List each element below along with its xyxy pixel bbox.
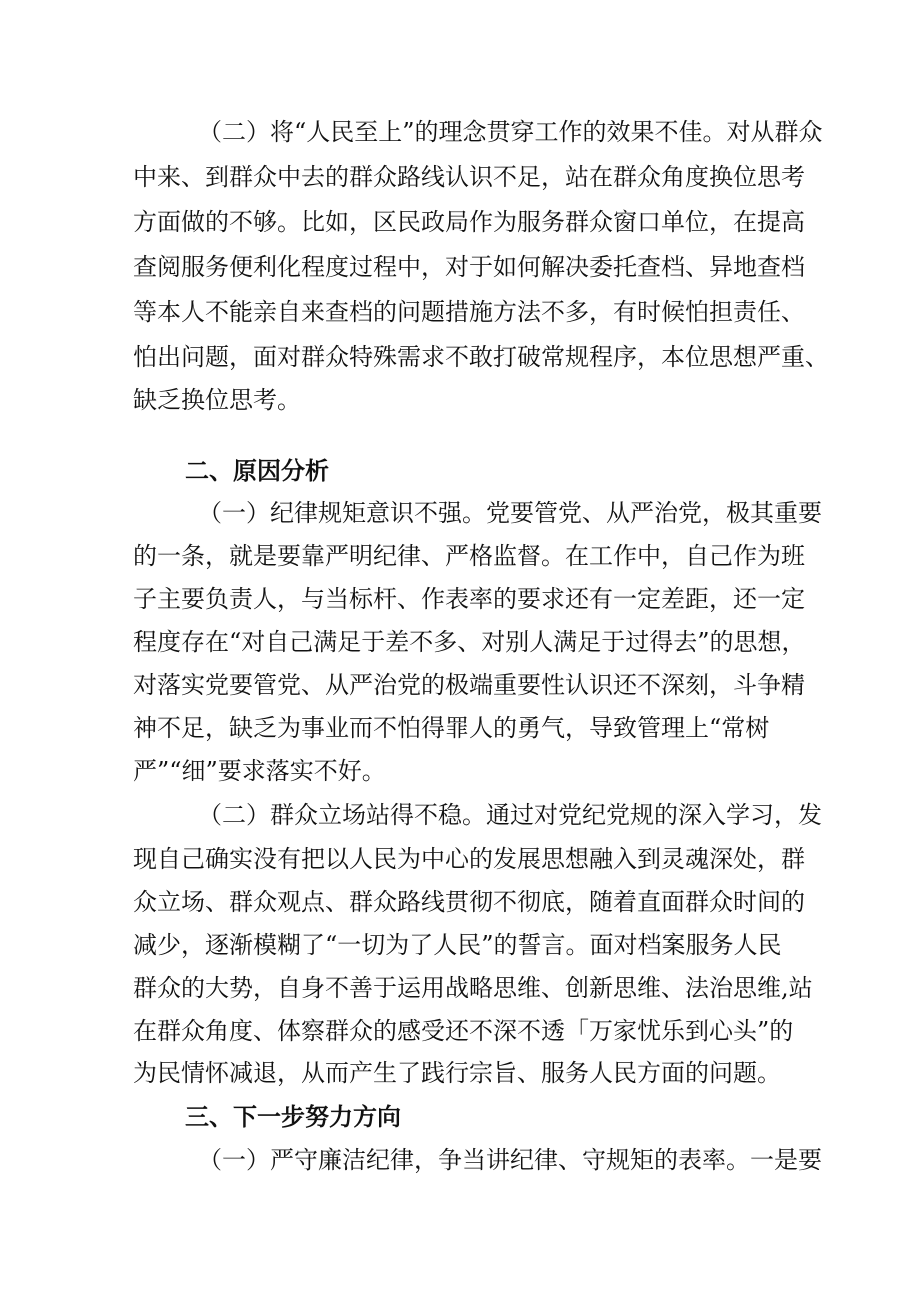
text-line: （一）纪律规矩意识不强。党要管党、从严治党，极其重要 bbox=[198, 499, 822, 527]
text-line: 现自己确实没有把以人民为中心的发展思想融入到灵魂深处，群 bbox=[133, 845, 805, 873]
text-line: 缺乏换位思考。 bbox=[133, 386, 301, 414]
text-line: （一）严守廉洁纪律，争当讲纪律、守规矩的表率。一是要 bbox=[198, 1146, 822, 1174]
text-line: 神不足，缺乏为事业而不怕得罪人的勇气，导致管理上“常树 bbox=[133, 714, 770, 742]
text-line: （二）将“人民至上”的理念贯穿工作的效果不佳。对从群众 bbox=[198, 118, 823, 146]
text-line: 减少，逐渐模糊了“一切为了人民”的誓言。面对档案服务人民 bbox=[133, 931, 782, 959]
text-line: 群众的大势，自身不善于运用战略思维、创新思维、法治思维,站 bbox=[133, 974, 813, 1002]
text-line: 严”“细”要求落实不好。 bbox=[133, 757, 386, 785]
text-line: 等本人不能亲自来查档的问题措施方法不多，有时候怕担责任、 bbox=[133, 298, 805, 326]
section-heading-cause-analysis: 二、原因分析 bbox=[185, 457, 329, 485]
text-line: 为民情怀减退，从而产生了践行宗旨、服务人民方面的问题。 bbox=[133, 1059, 781, 1087]
text-line: 查阅服务便利化程度过程中，对于如何解决委托查档、异地查档 bbox=[133, 253, 805, 281]
text-line: 程度存在“对自己满足于差不多、对别人满足于过得去”的思想， bbox=[133, 628, 806, 656]
section-heading-next-steps: 三、下一步努力方向 bbox=[185, 1103, 401, 1131]
text-line: 子主要负责人，与当标杆、作表率的要求还有一定差距，还一定 bbox=[133, 585, 805, 613]
text-line: 中来、到群众中去的群众路线认识不足，站在群众角度换位思考 bbox=[133, 163, 805, 191]
text-line: 的一条，就是要靠严明纪律、严格监督。在工作中，自己作为班 bbox=[133, 542, 805, 570]
text-line: 怕出问题，面对群众特殊需求不敢打破常规程序，本位思想严重、 bbox=[133, 343, 829, 371]
text-line: 众立场、群众观点、群众路线贯彻不彻底，随着直面群众时间的 bbox=[133, 888, 805, 916]
text-line: （二）群众立场站得不稳。通过对党纪党规的深入学习，发 bbox=[198, 801, 822, 829]
text-line: 在群众角度、体察群众的感受还不深不透「万家忧乐到心头”的 bbox=[133, 1017, 794, 1045]
text-line: 对落实党要管党、从严治党的极端重要性认识还不深刻，斗争精 bbox=[133, 671, 805, 699]
text-line: 方面做的不够。比如，区民政局作为服务群众窗口单位，在提高 bbox=[133, 208, 805, 236]
